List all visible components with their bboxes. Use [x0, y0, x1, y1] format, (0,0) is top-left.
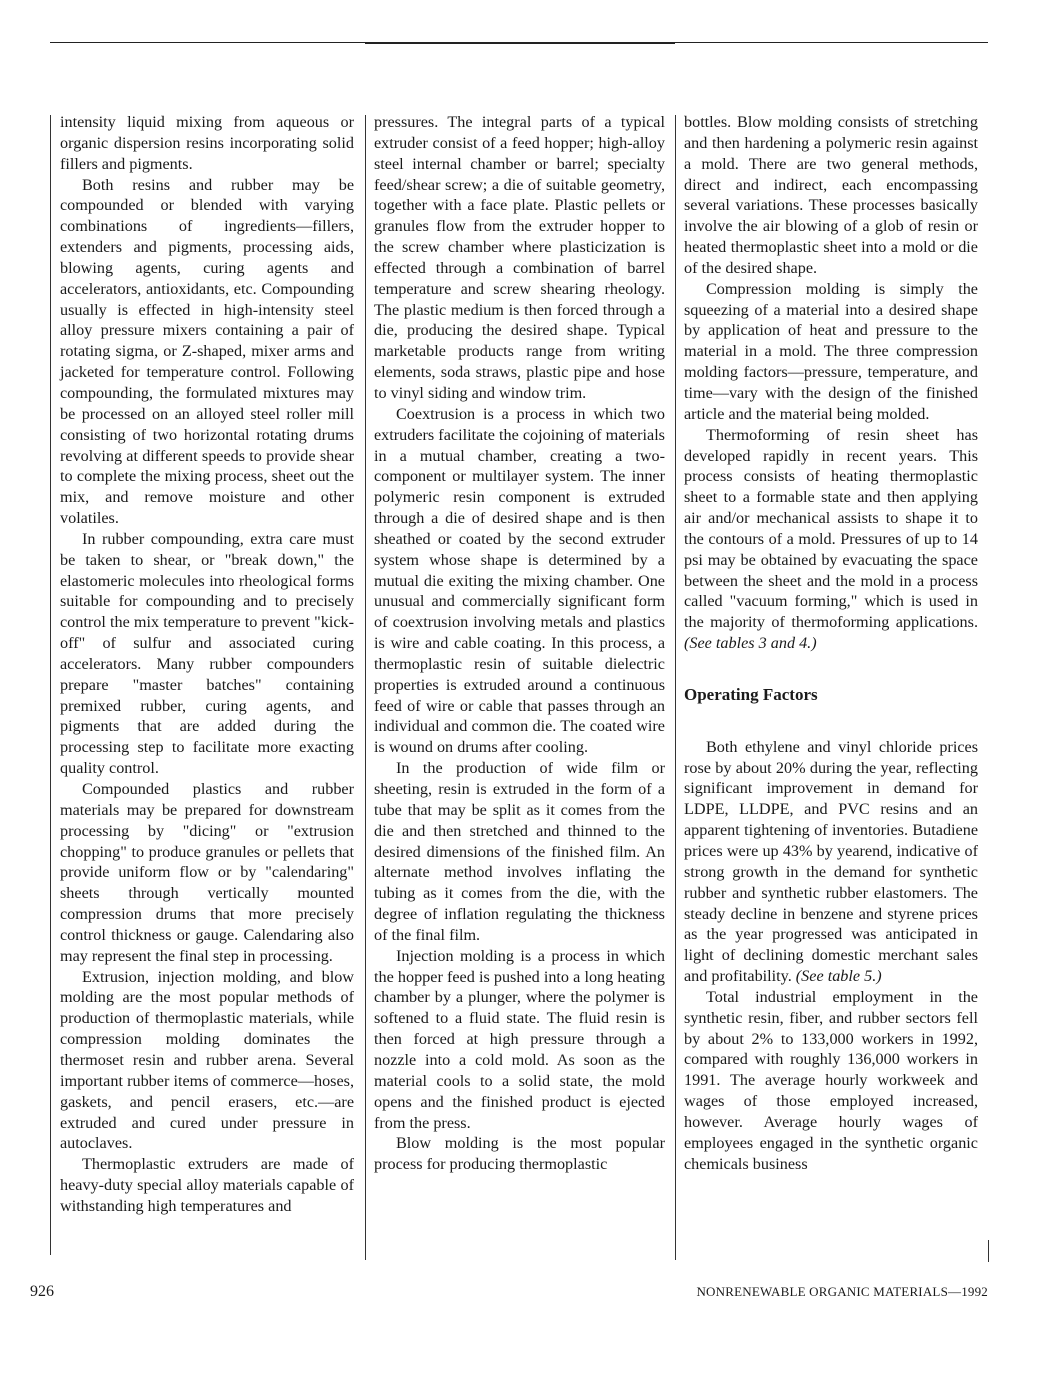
- paragraph: [684, 737, 978, 987]
- paragraph: In the production of wide film or sheeting, resin is extruded in the form of a tube that may be split as it comes from the die and then stretched and thinned to the desired dimensions of the finished film. An alternate method involves inflating the tubing as it comes from the die, with the degree of inflation regulating the thickness of the final film.: [374, 759, 665, 944]
- top-rule-accent: [365, 42, 675, 44]
- column-rule-right: [988, 1240, 989, 1262]
- paragraph: Compression molding is simply the squeezing of a material into a desired shape by application of heat and pressure to the material in a mold. The three compression molding factors—pressure, temperature, and time—vary with the design of the finished article and the material being molded.: [684, 279, 978, 423]
- column-rule-middle-right: [675, 115, 676, 1260]
- paragraph: Extrusion, injection molding, and blow molding are the most popular methods of production of thermoplastic materials, while compression molding dominates the thermoset resin and rubber arena. Several important rubber items of commerce—hoses, gaskets, and pencil erasers, etc.—are extruded and cured under pressure in autoclaves.: [60, 967, 354, 1153]
- paragraph: Total industrial employment in the synthetic resin, fiber, and rubber sectors fell by about 2% to 133,000 workers in 1992, compared with roughly 136,000 workers in 1991. The average hourly workweek and wages of those employed increased, however. Average hourly wages of employees engaged in the synthetic organic chemicals business: [684, 987, 978, 1173]
- text-column-1: [60, 112, 354, 1262]
- paragraph: Both resins and rubber may be compounded or blended with varying combinations of ingredients—fillers, extenders and pigments, processing aids, blowing agents, curing agents and accelerators, antioxidants, etc. Compounding usually is effected in high-intensity steel alloy pressure mixers containing a pair of rotating sigma, or Z-shaped, mixer arms and jacketed for temperature control. Following compounding, the formulated mixtures may be processed on an alloyed steel roller mill consisting of two horizontal rotating drums revolving at different speeds to provide shear to complete the mixing process, sheet out the mix, and remove moisture and other volatiles.: [60, 175, 354, 528]
- paragraph-text: Thermoforming of resin sheet has developed rapidly in recent years. This process consists of heating thermoplastic sheet to a formable state and then applying air and/or mechanical assists to shape it to the contours of a mold. Pressures of up to 14 psi may be obtained by evacuating the space between the sheet and the mold in a process called "vacuum forming," which is used in the majority of thermoforming applications.: [684, 425, 978, 632]
- paragraph-text: Both ethylene and vinyl chloride prices rose by about 20% during the year, reflecting significant improvement in demand for LDPE, LLDPE, and PVC resins and an apparent tightening of inventories. Butadiene prices were up 43% by yearend, indicative of strong growth in the demand for synthetic rubber and synthetic rubber elastomers. The steady decline in benzene and styrene prices as the year progressed was anticipated in light of declining domestic merchant sales and profitability.: [684, 737, 978, 986]
- paragraph: [684, 425, 978, 654]
- column-rule-middle-left: [365, 115, 366, 1260]
- page-number: 926: [30, 1283, 54, 1300]
- section-heading: Operating Factors: [684, 684, 818, 704]
- paragraph: Injection molding is a process in which the hopper feed is pushed into a long heating chamber by a plunger, where the polymer is softened to a fluid state. The fluid resin is then forced at high pressure through a nozzle into a cold mold. As soon as the material cools to a solid state, the mold opens and the finished product is ejected from the press.: [374, 946, 665, 1132]
- table-reference: (See table 5.): [795, 967, 882, 986]
- paragraph: In rubber compounding, extra care must be taken to shear, or "break down," the elastomeric molecules into rheological forms suitable for compounding and to precisely control the mix temperature to prevent "kick-off" of sulfur and associated curing accelerators. Many rubber compounders prepare "master batches" containing premixed rubber, curing agents, and pigments that are added during the processing step to facilitate more exacting quality control.: [60, 529, 354, 778]
- paragraph: intensity liquid mixing from aqueous or organic dispersion resins incorporating solid fillers and pigments.: [60, 113, 354, 173]
- text-column-3: [684, 112, 978, 1262]
- running-footer-title: NONRENEWABLE ORGANIC MATERIALS—1992: [696, 1284, 988, 1299]
- paragraph: Blow molding is the most popular process for producing thermoplastic: [374, 1134, 665, 1174]
- paragraph: bottles. Blow molding consists of stretching and then hardening a polymeric resin against a mold. There are two general methods, direct and indirect, each encompassing several variations. These processes basically involve the air blowing of a glob of resin or heated thermoplastic sheet into a mold or die of the desired shape.: [684, 113, 978, 277]
- table-reference: (See tables 3 and 4.): [684, 634, 817, 653]
- column-rule-left: [50, 115, 51, 1255]
- paragraph: Coextrusion is a process in which two extruders facilitate the cojoining of materials in a mutual chamber, creating a two-component or multilayer system. The inner polymeric resin component is extruded through a die of desired shape and is then sheathed or coated by the second extruder system whose shape is determined by a mutual die exiting the mixing chamber. One unusual and commercially significant form of coextrusion involving metals and plastics is wire and cable coating. In this process, a thermoplastic resin of suitable dielectric properties is extruded around a continuous feed of wire or cable that passes through an individual and common die. The coated wire is wound on drums after cooling.: [374, 404, 665, 757]
- paragraph: Thermoplastic extruders are made of heavy-duty special alloy materials capable of withstanding high temperatures and: [60, 1155, 354, 1215]
- paragraph: Compounded plastics and rubber materials may be prepared for downstream processing by "dicing" or "extrusion chopping" to produce granules or pellets that provide uniform flow or by "calendaring" sheets through vertically mounted compression drums that more precisely control thickness or gauge. Calendaring also may represent the final step in processing.: [60, 780, 354, 965]
- paragraph: pressures. The integral parts of a typical extruder consist of a feed hopper; high-alloy steel internal chamber or barrel; specialty feed/shear screw; a die of suitable geometry, together with a face plate. Plastic pellets or granules flow from the extruder hopper to the screw chamber where plasticization is effected through a combination of barrel temperature and screw shearing rheology. The plastic medium is then forced through a die, producing the desired shape. Typical marketable products range from writing elements, soda straws, plastic pipe and hose to vinyl siding and window trim.: [374, 113, 665, 402]
- text-column-2: [374, 112, 665, 1262]
